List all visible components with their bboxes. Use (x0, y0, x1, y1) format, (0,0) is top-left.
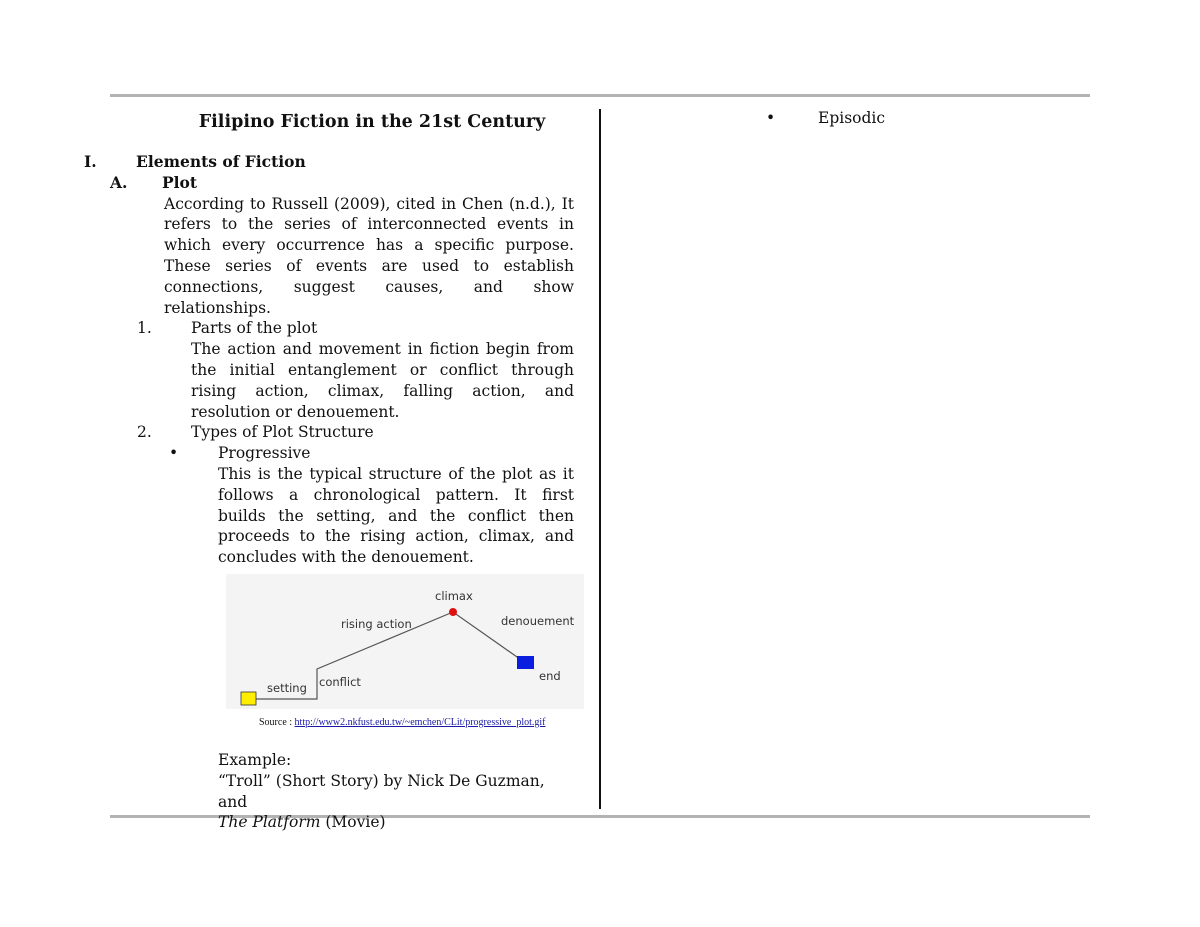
bullet-label: Episodic (818, 109, 886, 127)
end-marker (517, 656, 534, 669)
example-movie-suffix: (Movie) (320, 813, 386, 832)
example-heading: Example: (218, 750, 292, 769)
document-title: Filipino Fiction in the 21st Century (198, 112, 546, 132)
bullet-progressive (169, 443, 574, 568)
example-block (218, 750, 574, 833)
item-label: Types of Plot Structure (191, 423, 374, 442)
section-label: Elements of Fiction (136, 152, 306, 171)
section-heading-1 (84, 152, 574, 173)
bullet-marker: • (169, 444, 179, 463)
example-line-1: “Troll” (Short Story) by Nick De Guzman, and (218, 771, 545, 811)
source-link[interactable]: http://www2.nkfust.edu.tw/~emchen/CLit/progressive_plot.gif (294, 716, 546, 728)
bullet-label: Progressive (218, 444, 311, 463)
diagram-source (259, 717, 574, 728)
left-column (84, 108, 575, 833)
item-marker: 2. (137, 423, 152, 442)
label-climax: climax (435, 588, 473, 603)
example-movie-title: The Platform (218, 813, 321, 832)
section-marker: I. (84, 152, 97, 171)
label-end: end (539, 668, 561, 683)
list-item-types (137, 422, 574, 443)
bullet-text: This is the typical structure of the plot as it follows a chronological pattern. It first builds the setting, and the conflict then proceeds to the rising action, climax, and concludes with the denouement. (218, 464, 574, 567)
example-line-2 (218, 812, 574, 833)
subsection-heading-a (110, 172, 574, 194)
list-item-parts (137, 318, 574, 422)
bullet-marker: • (766, 109, 776, 127)
label-rising-action: rising action (341, 616, 412, 631)
right-column (766, 108, 886, 129)
subsection-label: Plot (162, 172, 198, 192)
progressive-plot-diagram (226, 574, 584, 709)
bullet-episodic (766, 108, 886, 129)
top-rule (110, 94, 1090, 97)
label-denouement: denouement (501, 613, 575, 628)
subsection-marker: A. (110, 172, 128, 192)
label-conflict: conflict (319, 674, 361, 689)
plot-definition: According to Russell (2009), cited in Chen (n.d.), It refers to the series of interconnected events in which every occurrence has a specific purpose. These series of events are used to establish connections, suggest causes, and show relationships. (164, 194, 574, 317)
column-divider (599, 109, 601, 809)
label-setting: setting (267, 680, 307, 695)
climax-marker (449, 608, 457, 616)
item-label: Parts of the plot (191, 319, 318, 338)
start-marker (241, 692, 256, 705)
item-text: The action and movement in fiction begin from the initial entanglement or conflict through rising action, climax, falling action, and resolution or denouement. (191, 340, 574, 421)
item-marker: 1. (137, 319, 152, 338)
source-prefix: Source : (259, 716, 295, 728)
